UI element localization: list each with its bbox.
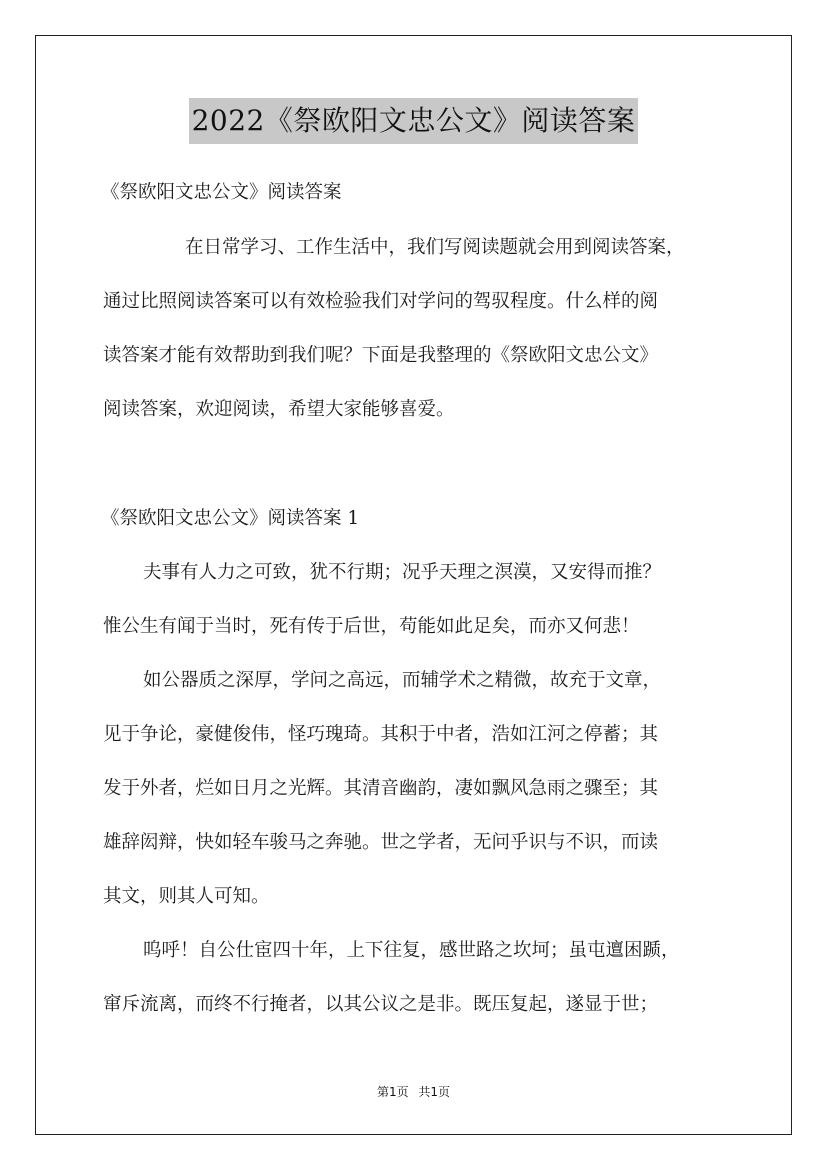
body-line: 夫事有人力之可致，犹不行期；况乎天理之溟漠，又安得而推？ [143, 562, 662, 583]
body-line: 窜斥流离，而终不行掩者，以其公议之是非。既压复起，遂显于世； [103, 994, 659, 1015]
section-heading: 《祭欧阳文忠公文》阅读答案 1 [101, 508, 360, 529]
body-line: 发于外者，烂如日月之光辉。其清音幽韵，凄如飘风急雨之骤至；其 [103, 778, 659, 799]
intro-line: 通过比照阅读答案可以有效检验我们对学问的驾驭程度。什么样的阅 [103, 291, 659, 312]
body-line: 雄辞闳辩，快如轻车骏马之奔驰。世之学者，无问乎识与不识，而读 [103, 832, 659, 853]
body-line: 惟公生有闻于当时，死有传于后世，苟能如此足矣，而亦又何悲！ [103, 616, 640, 637]
page-number-current: 第1页 [376, 1085, 409, 1099]
page-footer [0, 1083, 827, 1100]
body-line: 见于争论，豪健俊伟，怪巧瑰琦。其积于中者，浩如江河之停蓄；其 [103, 724, 659, 745]
subtitle: 《祭欧阳文忠公文》阅读答案 [101, 182, 342, 203]
page-number-total: 共1页 [418, 1085, 451, 1099]
document-title: 2022《祭欧阳文忠公文》阅读答案 [189, 98, 639, 144]
body-line: 如公器质之深厚，学问之高远，而辅学术之精微，故充于文章， [143, 670, 662, 691]
body-line: 呜呼！自公仕宦四十年，上下往复，感世路之坎坷；虽屯邅困踬， [143, 940, 680, 961]
intro-line: 阅读答案，欢迎阅读，希望大家能够喜爱。 [103, 399, 455, 420]
body-line: 其文，则其人可知。 [103, 886, 270, 907]
intro-line: 读答案才能有效帮助到我们呢？下面是我整理的《祭欧阳文忠公文》 [103, 345, 659, 366]
title-container [0, 98, 827, 144]
intro-line: 在日常学习、工作生活中，我们写阅读题就会用到阅读答案， [185, 237, 685, 258]
